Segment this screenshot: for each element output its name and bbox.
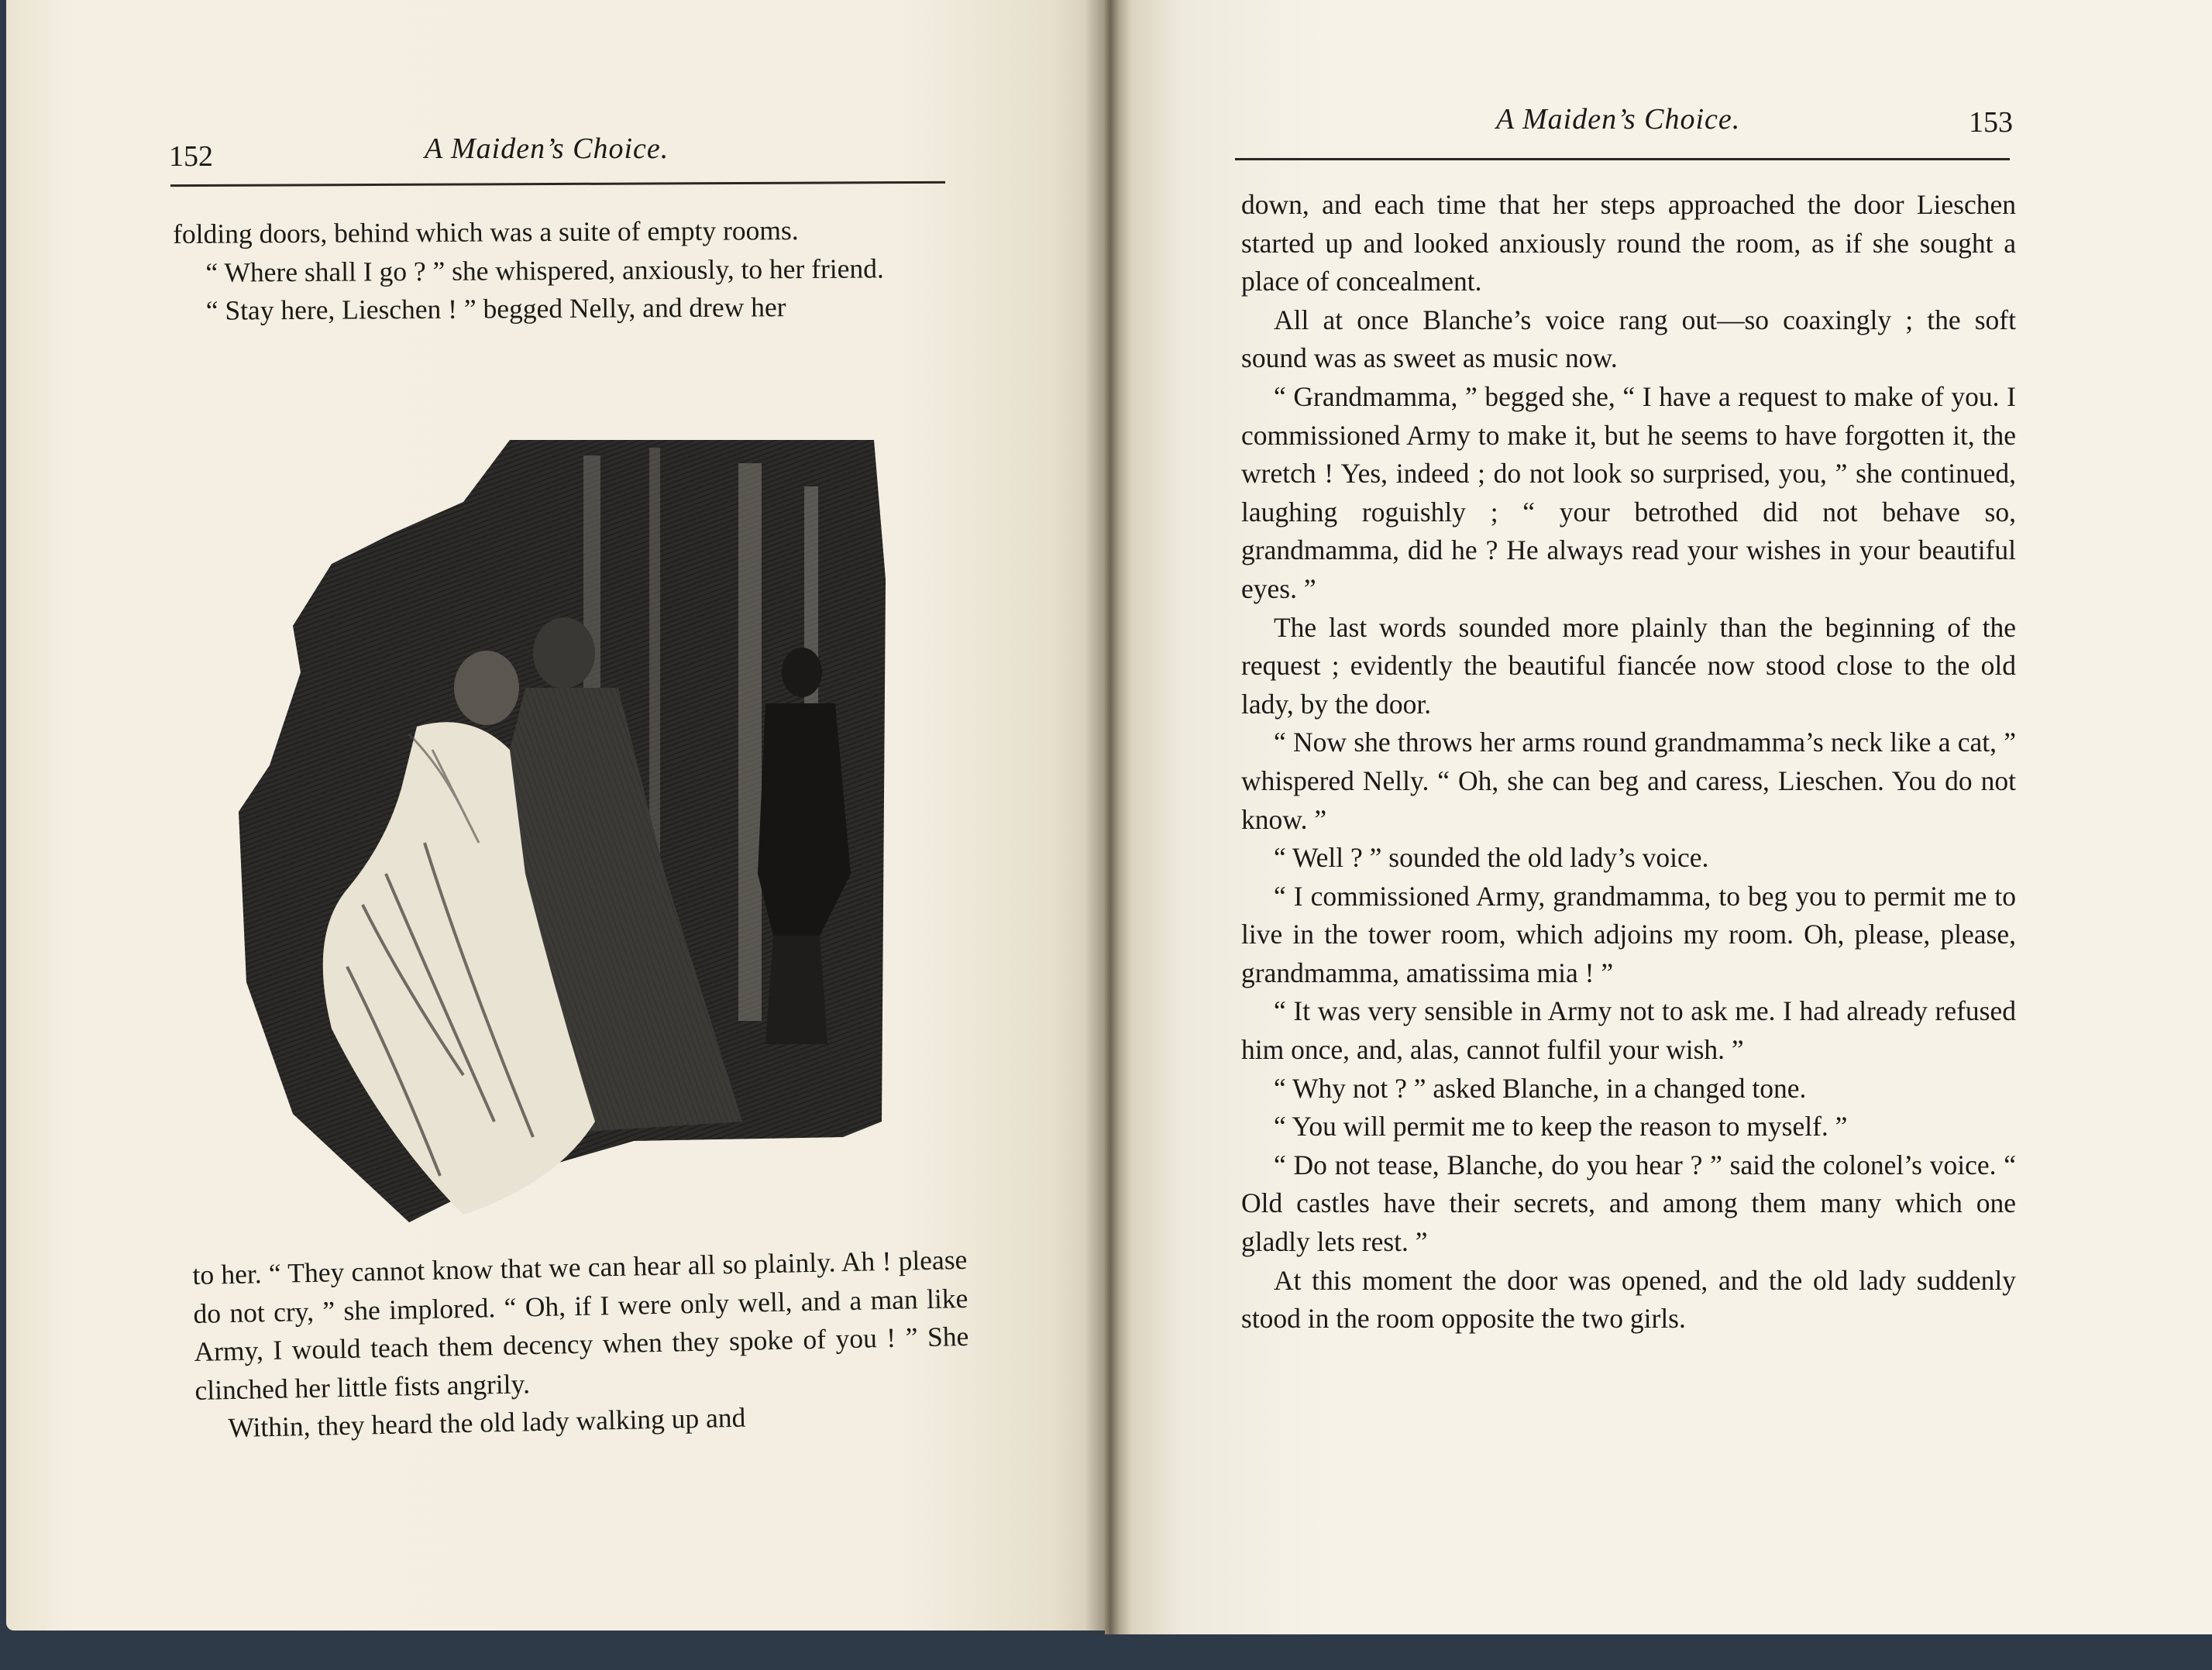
paragraph: “ Stay here, Lieschen ! ” begged Nelly, and drew her (205, 291, 786, 326)
paragraph: “ Now she throws her arms round grandmamma’s neck like a cat, ” whispered Nelly. “ Oh, she can beg and caress, Lieschen. You do not know. ” (1241, 727, 2016, 835)
right-page (1105, 0, 2212, 1634)
paragraph: The last words sounded more plainly than the beginning of the request ; evidently the beautiful fiancée now stood close to the old lady, by the door. (1241, 611, 2016, 720)
paragraph: “ Grandmamma, ” begged she, “ I have a request to make of you. I commissioned Army to make it, but he seems to have forgotten it, the wretch ! Yes, indeed ; do not look so surprised, you, ” she continued, laughing roguishly ; “ your betrothed did not behave so, grandmamma, did he ? He always read your wishes in your beautiful eyes. ” (1241, 380, 2016, 604)
running-head: A Maiden’s Choice. (1496, 103, 1741, 136)
paragraph: Within, they heard the old lady walking up and (228, 1402, 746, 1444)
gutter-shadow (1085, 0, 1131, 1634)
paragraph: “ I commissioned Army, grandmamma, to beg you to permit me to live in the tower room, which adjoins my room. Oh, please, please, grandmamma, amatissima mia ! ” (1241, 880, 2016, 988)
left-top-text (173, 211, 948, 331)
left-bottom-text (192, 1241, 971, 1448)
paragraph: to her. “ They cannot know that we can hear all so plainly. Ah ! please do not cry, ” she implored. “ Oh, if I were only well, and a man like Army, I would teach them decency when they spoke of you ! ” She clinched her little fists angrily. (192, 1243, 969, 1406)
paragraph: “ You will permit me to keep the reason to myself. ” (1274, 1111, 1848, 1143)
engraving-illustration (231, 440, 889, 1230)
running-head: A Maiden’s Choice. (425, 132, 669, 165)
paragraph: “ Well ? ” sounded the old lady’s voice. (1274, 842, 1709, 874)
paragraph: folding doors, behind which was a suite of empty rooms. (173, 215, 799, 249)
right-text (1241, 186, 2016, 1338)
paragraph: All at once Blanche’s voice rang out—so coaxingly ; the soft sound was as sweet as music now. (1241, 304, 2016, 374)
page-number: 152 (169, 140, 213, 173)
paragraph: “ Where shall I go ? ” she whispered, anxiously, to her friend. (205, 252, 884, 288)
paragraph: “ Do not tease, Blanche, do you hear ? ” said the colonel’s voice. “ Old castles have their secrets, and among them many which one gladly lets rest. ” (1241, 1149, 2016, 1258)
header-rule (170, 181, 945, 187)
left-page (6, 0, 1122, 1630)
paragraph: At this moment the door was opened, and the old lady suddenly stood in the room opposite the two girls. (1241, 1264, 2016, 1335)
paragraph: down, and each time that her steps approached the door Lieschen started up and looked anxiously round the room, as if she sought a place of concealment. (1241, 189, 2016, 297)
header-rule (1235, 158, 2010, 160)
paragraph: “ It was very sensible in Army not to ask me. I had already refused him once, and, alas, cannot fulfil your wish. ” (1241, 995, 2016, 1066)
page-number: 153 (1969, 106, 2013, 139)
paragraph: “ Why not ? ” asked Blanche, in a changed tone. (1274, 1072, 1807, 1104)
